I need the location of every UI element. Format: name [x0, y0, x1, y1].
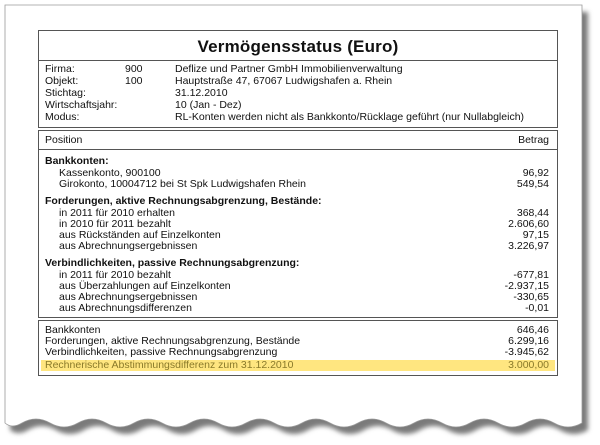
row-amount: 3.226,97	[508, 240, 549, 252]
summary-label: Bankkonten	[45, 324, 101, 336]
row-amount: -2.937,15	[504, 280, 549, 292]
row-label: Kassenkonto, 900100	[59, 167, 161, 179]
report-sheet	[6, 6, 582, 431]
column-betrag-header: Betrag	[518, 134, 549, 146]
header-value: Hauptstraße 47, 67067 Ludwigshafen a. Rhein	[175, 75, 393, 87]
summary-amount: 646,46	[516, 324, 549, 336]
header-value: 31.12.2010	[175, 87, 228, 99]
row-amount: 97,15	[522, 229, 549, 241]
header-num: 900	[125, 63, 143, 75]
section-title-label: Verbindlichkeiten, passive Rechnungsabgrenzung:	[45, 257, 300, 269]
row-amount: 368,44	[516, 207, 549, 219]
row-amount: -330,65	[513, 291, 549, 303]
column-position-header: Position	[45, 134, 83, 146]
row-label: aus Überzahlungen auf Einzelkonten	[59, 280, 231, 292]
row-amount: 96,92	[522, 167, 549, 179]
header-divider	[39, 60, 557, 61]
result-label: Rechnerische Abstimmungsdifferenz zum 31.12.2010	[45, 359, 294, 371]
report-title: Vermögensstatus (Euro)	[197, 37, 399, 56]
row-amount: 549,54	[516, 178, 549, 190]
row-amount: -0,01	[525, 302, 549, 314]
column-header-divider	[39, 149, 557, 150]
header-key: Objekt:	[45, 75, 79, 87]
row-label: in 2011 für 2010 erhalten	[59, 207, 175, 219]
header-value: 10 (Jan - Dez)	[175, 99, 242, 111]
row-label: in 2011 für 2010 bezahlt	[59, 269, 171, 281]
header-key: Stichtag:	[45, 87, 86, 99]
summary-label: Forderungen, aktive Rechnungsabgrenzung, Bestände	[45, 335, 301, 347]
summary-amount: -3.945,62	[504, 346, 549, 358]
report-detail-box	[38, 130, 558, 318]
summary-label: Verbindlichkeiten, passive Rechnungsabgrenzung	[45, 346, 278, 358]
report-header-box	[38, 30, 558, 128]
report-summary-box	[38, 320, 558, 376]
header-value: RL-Konten werden nicht als Bankkonto/Rücklage geführt (nur Nullabgleich)	[175, 111, 525, 123]
row-label: aus Abrechnungsergebnissen	[59, 240, 198, 252]
section-title-label: Bankkonten:	[45, 155, 109, 167]
row-label: in 2010 für 2011 bezahlt	[59, 218, 171, 230]
header-num: 100	[125, 75, 143, 87]
row-label: aus Abrechnungsdifferenzen	[59, 302, 192, 314]
header-value: Deflize und Partner GmbH Immobilienverwaltung	[175, 63, 403, 75]
section-title-label: Forderungen, aktive Rechnungsabgrenzung, Bestände:	[45, 195, 322, 207]
summary-amount: 6.299,16	[508, 335, 549, 347]
header-key: Modus:	[45, 111, 80, 123]
row-amount: -677,81	[513, 269, 549, 281]
header-key: Wirtschaftsjahr:	[45, 99, 118, 111]
row-label: Girokonto, 10004712 bei St Spk Ludwigshafen Rhein	[59, 178, 306, 190]
result-amount: 3.000,00	[508, 359, 549, 371]
row-amount: 2.606,60	[508, 218, 549, 230]
row-label: aus Abrechnungsergebnissen	[59, 291, 198, 303]
row-label: aus Rückständen auf Einzelkonten	[59, 229, 221, 241]
header-key: Firma:	[45, 63, 75, 75]
